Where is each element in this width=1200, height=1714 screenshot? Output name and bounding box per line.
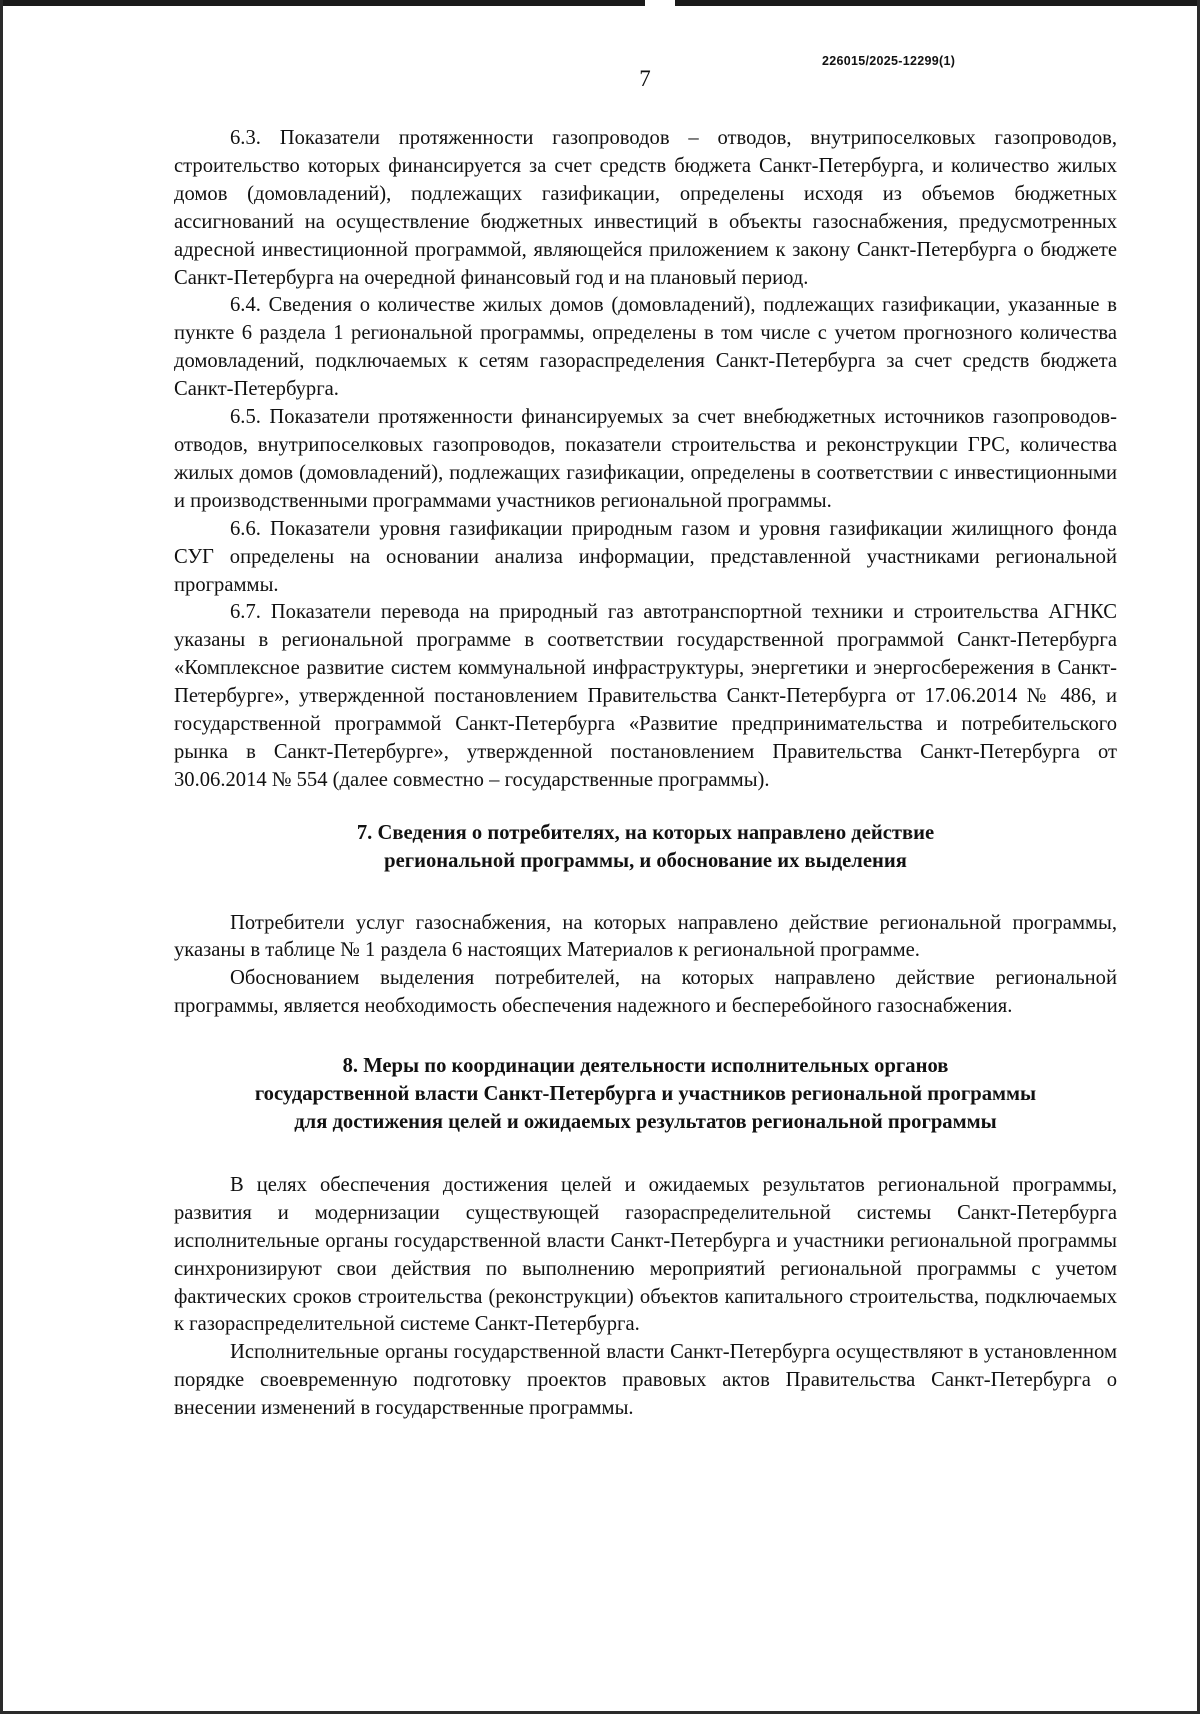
paragraph-6-5: 6.5. Показатели протяженности финансируемых за счет внебюджетных источников газопроводов-отводов, внутрипоселковых газопроводов, показатели строительства и реконструкции ГРС, количества жилых домов (домовладений), подлежащих газификации, определены в соответствии с инвестиционными и производственными программами участников региональной программы.: [174, 406, 1117, 512]
section-8-heading-line-1: 8. Меры по координации деятельности исполнительных органов: [342, 1055, 949, 1078]
section-7-heading-line-1: 7. Сведения о потребителях, на которых направлено действие: [356, 821, 935, 844]
section-8-heading-line-2: государственной власти Санкт-Петербурга и участников региональной программы: [254, 1083, 1037, 1106]
document-code: 226015/2025-12299(1): [822, 54, 956, 68]
section-7-heading-line-2: региональной программы, и обоснование их выделения: [384, 849, 907, 872]
paragraph-6-4: 6.4. Сведения о количестве жилых домов (домовладений), подлежащих газификации, указанные в пункте 6 раздела 1 региональной программы, определены в том числе с учетом прогнозного количества домовладений, подключаемых к сетям газораспределения Санкт-Петербурга за счет средств бюджета Санкт-Петербурга.: [174, 294, 1117, 401]
page-number: 7: [639, 66, 651, 91]
section-7-paragraph-2: Обоснованием выделения потребителей, на которых направлено действие региональной программы, является необходимость обеспечения надежного и бесперебойного газоснабжения.: [174, 967, 1117, 1018]
section-7-body: [174, 910, 1117, 1022]
section-8-body: [174, 1172, 1117, 1423]
paragraph-6-7: 6.7. Показатели перевода на природный газ автотранспортной техники и строительства АГНКС указаны в региональной программе в соответствии государственной программой Санкт-Петербурга «Комплексное развитие систем коммунальной инфраструктуры, энергетики и энергосбережения в Санкт-Петербурге», утвержденной постановлением Правительства Санкт-Петербурга от 17.06.2014 № 486, и государственной программой Санкт-Петербурга «Развитие предпринимательства и потребительского рынка в Санкт-Петербурге», утвержденной постановлением Правительства Санкт-Петербурга от 30.06.2014 № 554 (далее совместно – государственные программы).: [174, 601, 1117, 791]
section-8-heading: [174, 1053, 1117, 1137]
section-7-heading: [174, 820, 1117, 876]
document-body: [174, 125, 1117, 1423]
paragraph-6-6: 6.6. Показатели уровня газификации природным газом и уровня газификации жилищного фонда СУГ определены на основании анализа информации, представленной участниками региональной программы.: [174, 517, 1117, 596]
scan-edge-top: [0, 0, 1200, 6]
paragraph-6-3: 6.3. Показатели протяженности газопроводов – отводов, внутрипоселковых газопроводов, строительство которых финансируется за счет средств бюджета Санкт-Петербурга, и количество жилых домов (домовладений), подлежащих газификации, определены исходя из объемов бюджетных ассигнований на осуществление бюджетных инвестиций в объекты газоснабжения, предусмотренных адресной инвестиционной программой, являющейся приложением к закону Санкт-Петербурга о бюджете Санкт-Петербурга на очередной финансовый год и на плановый период.: [174, 127, 1117, 289]
section-8-heading-line-3: для достижения целей и ожидаемых результатов региональной программы: [294, 1111, 997, 1133]
section-8-paragraph-2: Исполнительные органы государственной власти Санкт-Петербурга осуществляют в установленном порядке своевременную подготовку проектов правовых актов Правительства Санкт-Петербурга о внесении изменений в государственные программы.: [174, 1341, 1117, 1420]
scan-edge-top-gap: [645, 0, 675, 6]
section-7-paragraph-1: Потребители услуг газоснабжения, на которых направлено действие региональной программы, указаны в таблице № 1 раздела 6 настоящих Материалов к региональной программе.: [174, 911, 1117, 962]
section-8-paragraph-1: В целях обеспечения достижения целей и ожидаемых результатов региональной программы, развития и модернизации существующей газораспределительной системы Санкт-Петербурга исполнительные органы государственной власти Санкт-Петербурга и участники региональной программы синхронизируют свои действия по выполнению мероприятий региональной программы с учетом фактических сроков строительства (реконструкции) объектов капитального строительства, подключаемых к газораспределительной системе Санкт-Петербурга.: [174, 1173, 1117, 1336]
scan-edge-left: [0, 0, 3, 1714]
